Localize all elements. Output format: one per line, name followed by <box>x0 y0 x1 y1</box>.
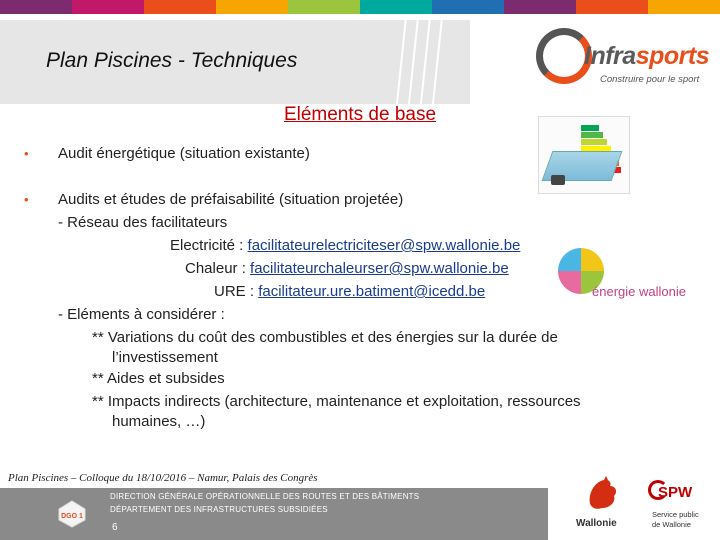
list-item: ** Variations du coût des combustibles et des énergies sur la durée de <box>92 329 558 346</box>
svg-text:DGO 1: DGO 1 <box>61 513 83 520</box>
energie-wallonie-logo <box>556 244 706 308</box>
decor-line <box>418 20 431 104</box>
section-title: Eléments de base <box>283 104 437 125</box>
footer-dg-line2: DÉPARTEMENT DES INFRASTRUCTURES SUBSIDIÉES <box>110 505 328 514</box>
slide-body <box>24 142 644 431</box>
dgo-badge-icon <box>58 500 86 528</box>
stripe-segment <box>360 0 432 14</box>
decor-line <box>430 20 443 104</box>
stripe-segment <box>144 0 216 14</box>
spw-name: SPW <box>658 484 693 501</box>
decor-line <box>406 20 419 104</box>
bullet-dot-icon: • <box>24 146 29 161</box>
bullet-item <box>24 188 644 431</box>
stripe-segment <box>504 0 576 14</box>
footer-grey-band <box>0 488 548 540</box>
wallonie-rooster-icon <box>582 474 622 514</box>
stripe-segment <box>0 0 72 14</box>
energy-bar <box>581 132 603 138</box>
stripe-segment <box>216 0 288 14</box>
bullet-dot-icon: • <box>24 192 29 207</box>
footer-dg-line1: DIRECTION GÉNÉRALE OPÉRATIONNELLE DES ROUTES ET DES BÂTIMENTS <box>110 492 420 501</box>
bullet-text: Audit énergétique (situation existante) <box>58 145 310 162</box>
decor-line <box>394 20 407 104</box>
wallonie-text: Wallonie <box>576 518 617 529</box>
infrasports-logo <box>532 24 710 92</box>
page-title: Plan Piscines - Techniques <box>46 49 298 72</box>
spw-subtitle-1: Service public <box>652 510 699 519</box>
stripe-segment <box>72 0 144 14</box>
stripe-segment <box>432 0 504 14</box>
email-link-electricite[interactable]: facilitateurelectriciteser@spw.wallonie.be <box>247 237 521 254</box>
bullet-text: Audits et études de préfaisabilité (situation projetée) <box>58 191 404 208</box>
logo-tagline: Construire pour le sport <box>600 74 700 85</box>
energie-wallonie-text: énergie wallonie <box>592 284 686 299</box>
stripe-segment <box>648 0 720 14</box>
email-link-ure[interactable]: facilitateur.ure.batiment@icedd.be <box>258 283 486 300</box>
sub-heading-elements: - Eléments à considérer : <box>58 306 225 323</box>
slide-header <box>0 20 720 104</box>
sub-heading-reseau: - Réseau des facilitateurs <box>58 214 228 231</box>
contact-label: Electricité : <box>170 237 248 254</box>
logo-wordmark: Infrasports <box>584 42 710 70</box>
top-color-stripe <box>0 0 720 14</box>
stripe-segment <box>288 0 360 14</box>
energy-bar <box>581 125 599 131</box>
stripe-segment <box>576 0 648 14</box>
list-item: ** Aides et subsides <box>92 370 225 387</box>
bullet-item <box>24 142 644 165</box>
list-item: ** Impacts indirects (architecture, maintenance et exploitation, ressources <box>92 393 581 410</box>
contact-label: URE : <box>214 283 259 300</box>
list-item-continuation: l’investissement <box>112 349 218 366</box>
spw-logo <box>648 478 712 534</box>
spw-subtitle-2: de Wallonie <box>652 520 691 529</box>
email-link-chaleur[interactable]: facilitateurchaleurser@spw.wallonie.be <box>250 260 509 277</box>
contact-label: Chaleur : <box>185 260 251 277</box>
wallonie-logo <box>572 472 632 536</box>
footer-caption: Plan Piscines – Colloque du 18/10/2016 – Namur, Palais des Congrès <box>8 472 318 484</box>
list-item-continuation: humaines, …) <box>112 413 206 430</box>
page-number: 6 <box>112 522 118 533</box>
